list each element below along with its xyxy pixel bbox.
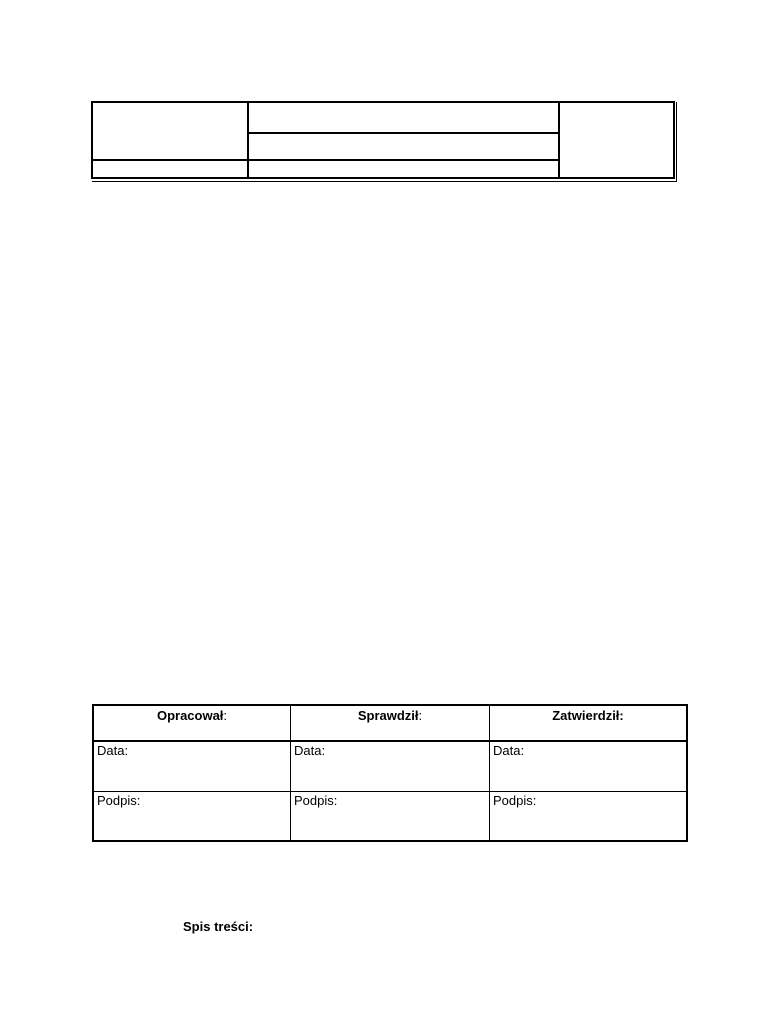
approval-date-cell[interactable]: [490, 742, 686, 791]
header-bottom-left-cell: [93, 161, 247, 177]
approval-signature-cell[interactable]: [291, 792, 489, 840]
approval-header-label: Sprawdził: [357, 708, 419, 723]
header-table-shadow: [92, 181, 677, 182]
approval-signature-cell[interactable]: [490, 792, 686, 840]
approval-header-suffix: :: [418, 708, 423, 723]
signature-label: Podpis:: [294, 793, 338, 808]
approval-header-checked: [291, 706, 489, 740]
date-label: Data:: [294, 743, 326, 758]
header-subtitle-cell: [249, 134, 558, 159]
approval-header-label: Opracował: [156, 708, 224, 723]
approval-date-cell[interactable]: [291, 742, 489, 791]
signature-label: Podpis:: [493, 793, 537, 808]
approval-table: [92, 704, 688, 842]
approval-date-cell[interactable]: [94, 742, 290, 791]
document-header-table: [91, 101, 678, 182]
header-info-cell: [560, 103, 673, 177]
approval-header-suffix: :: [223, 708, 228, 723]
toc-heading: Spis treści:: [183, 919, 254, 934]
header-logo-cell: [93, 103, 247, 159]
approval-header-prepared: [94, 706, 290, 740]
signature-label: Podpis:: [97, 793, 141, 808]
date-label: Data:: [493, 743, 525, 758]
header-table-shadow: [676, 102, 677, 182]
header-title-cell: [249, 103, 558, 132]
date-label: Data:: [97, 743, 129, 758]
approval-signature-cell[interactable]: [94, 792, 290, 840]
approval-header-label: Zatwierdził:: [552, 708, 624, 723]
approval-header-approved: [490, 706, 686, 740]
header-bottom-middle-cell: [249, 161, 558, 177]
